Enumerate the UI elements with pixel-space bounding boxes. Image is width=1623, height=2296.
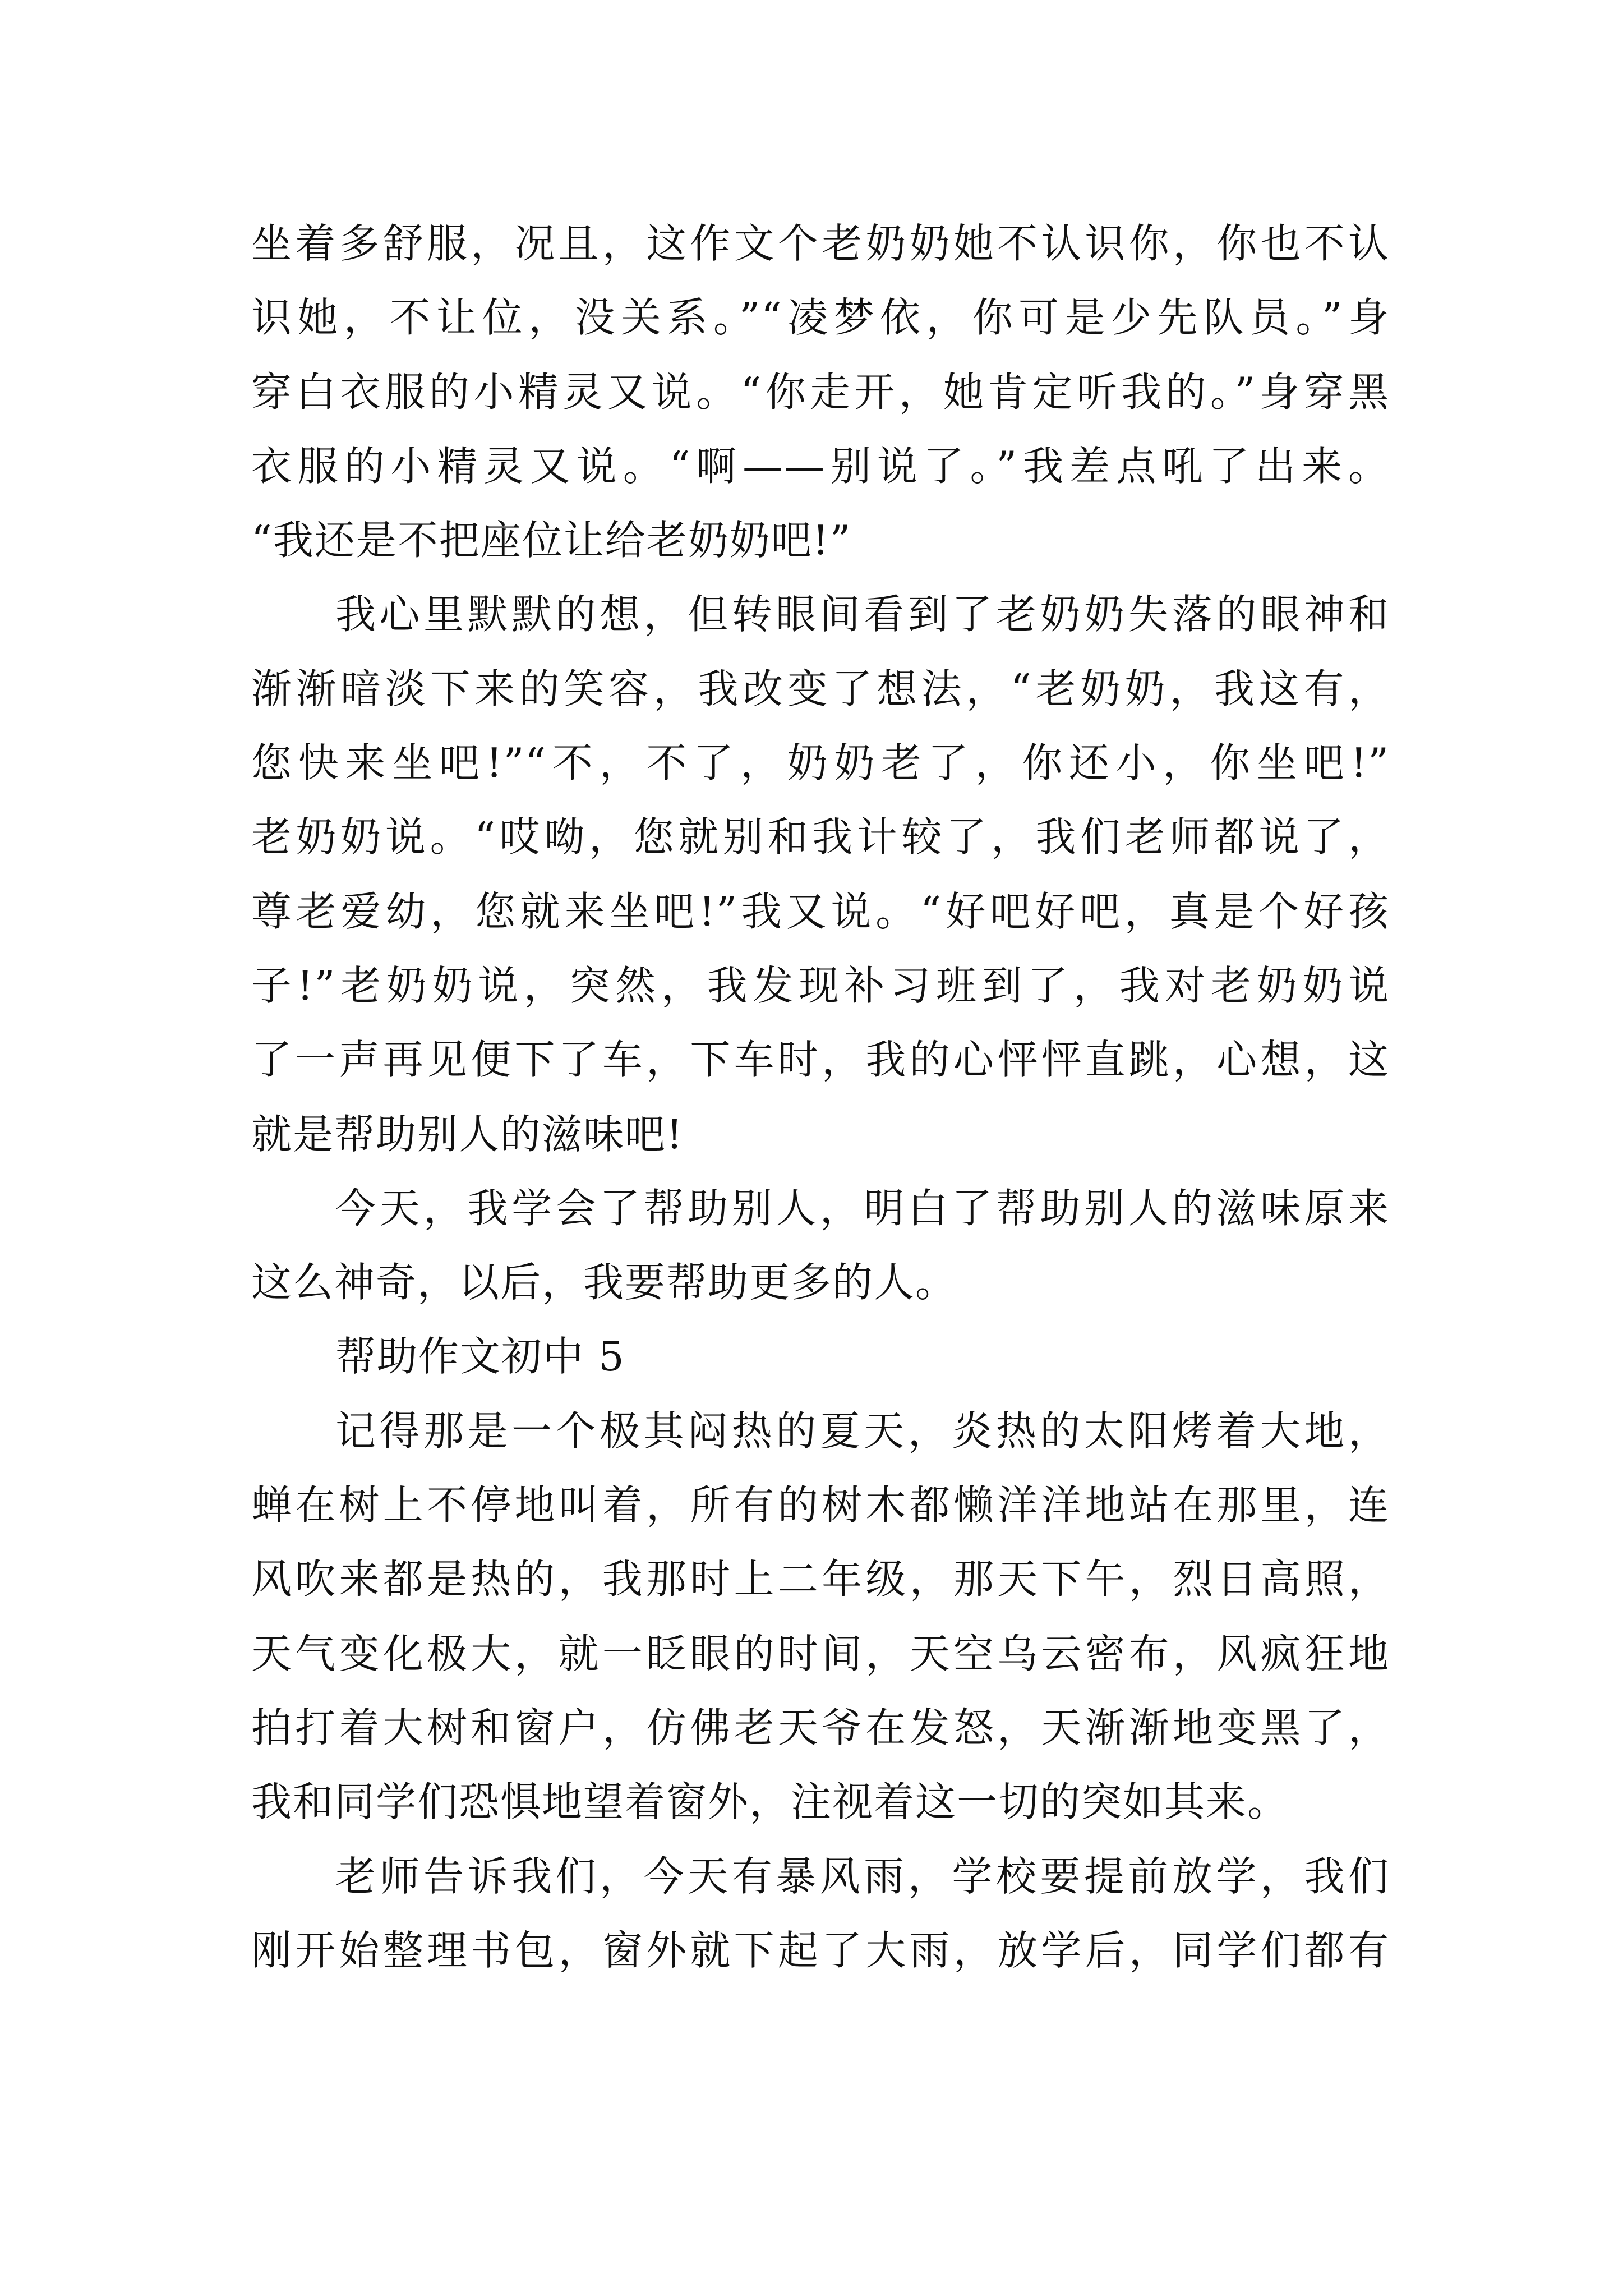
text-line: 蝉在树上不停地叫着，所有的树木都懒洋洋地站在那里，连: [251, 1481, 1390, 1529]
text-line: 衣服的小精灵又说。“啊——别说了。”我差点吼了出来。: [251, 442, 1390, 490]
text-line: 就是帮助别人的滋味吧!: [251, 1110, 684, 1158]
text-line: 天气变化极大，就一眨眼的时间，天空乌云密布，风疯狂地: [251, 1630, 1390, 1677]
text-line: 子!”老奶奶说，突然，我发现补习班到了，我对老奶奶说: [251, 961, 1390, 1009]
text-line: 渐渐暗淡下来的笑容，我改变了想法，“老奶奶，我这有，: [251, 665, 1390, 712]
text-line: 刚开始整理书包，窗外就下起了大雨，放学后，同学们都有: [251, 1926, 1390, 1974]
text-line: 风吹来都是热的，我那时上二年级，那天下午，烈日高照，: [251, 1556, 1390, 1603]
text-line: 老奶奶说。“哎呦，您就别和我计较了，我们老师都说了，: [251, 813, 1390, 861]
text-line: 穿白衣服的小精灵又说。“你走开，她肯定听我的。”身穿黑: [251, 368, 1390, 416]
section-heading: 帮助作文初中 5: [335, 1333, 625, 1381]
text-line: “我还是不把座位让给老奶奶吧!”: [251, 517, 852, 564]
text-line: 坐着多舒服，况且，这作文个老奶奶她不认识你，你也不认: [251, 220, 1390, 267]
paragraph-first-line: 今天，我学会了帮助别人，明白了帮助别人的滋味原来: [335, 1184, 1390, 1232]
text-line: 这么神奇，以后，我要帮助更多的人。: [251, 1259, 957, 1306]
text-line: 识她，不让位，没关系。”“凌梦依，你可是少先队员。”身: [251, 294, 1390, 342]
paragraph-first-line: 记得那是一个极其闷热的夏天，炎热的太阳烤着大地，: [335, 1407, 1390, 1455]
text-line: 拍打着大树和窗户，仿佛老天爷在发怒，天渐渐地变黑了，: [251, 1704, 1390, 1751]
paragraph-first-line: 老师告诉我们，今天有暴风雨，学校要提前放学，我们: [335, 1852, 1390, 1900]
text-line: 您快来坐吧!”“不，不了，奶奶老了，你还小，你坐吧!”: [251, 739, 1390, 787]
text-line: 了一声再见便下了车，下车时，我的心怦怦直跳，心想，这: [251, 1036, 1390, 1084]
paragraph-first-line: 我心里默默的想，但转眼间看到了老奶奶失落的眼神和: [335, 591, 1390, 638]
text-line: 尊老爱幼，您就来坐吧!”我又说。“好吧好吧，真是个好孩: [251, 887, 1390, 935]
text-line: 我和同学们恐惧地望着窗外，注视着这一切的突如其来。: [251, 1778, 1289, 1826]
document-body: [251, 206, 1390, 1987]
